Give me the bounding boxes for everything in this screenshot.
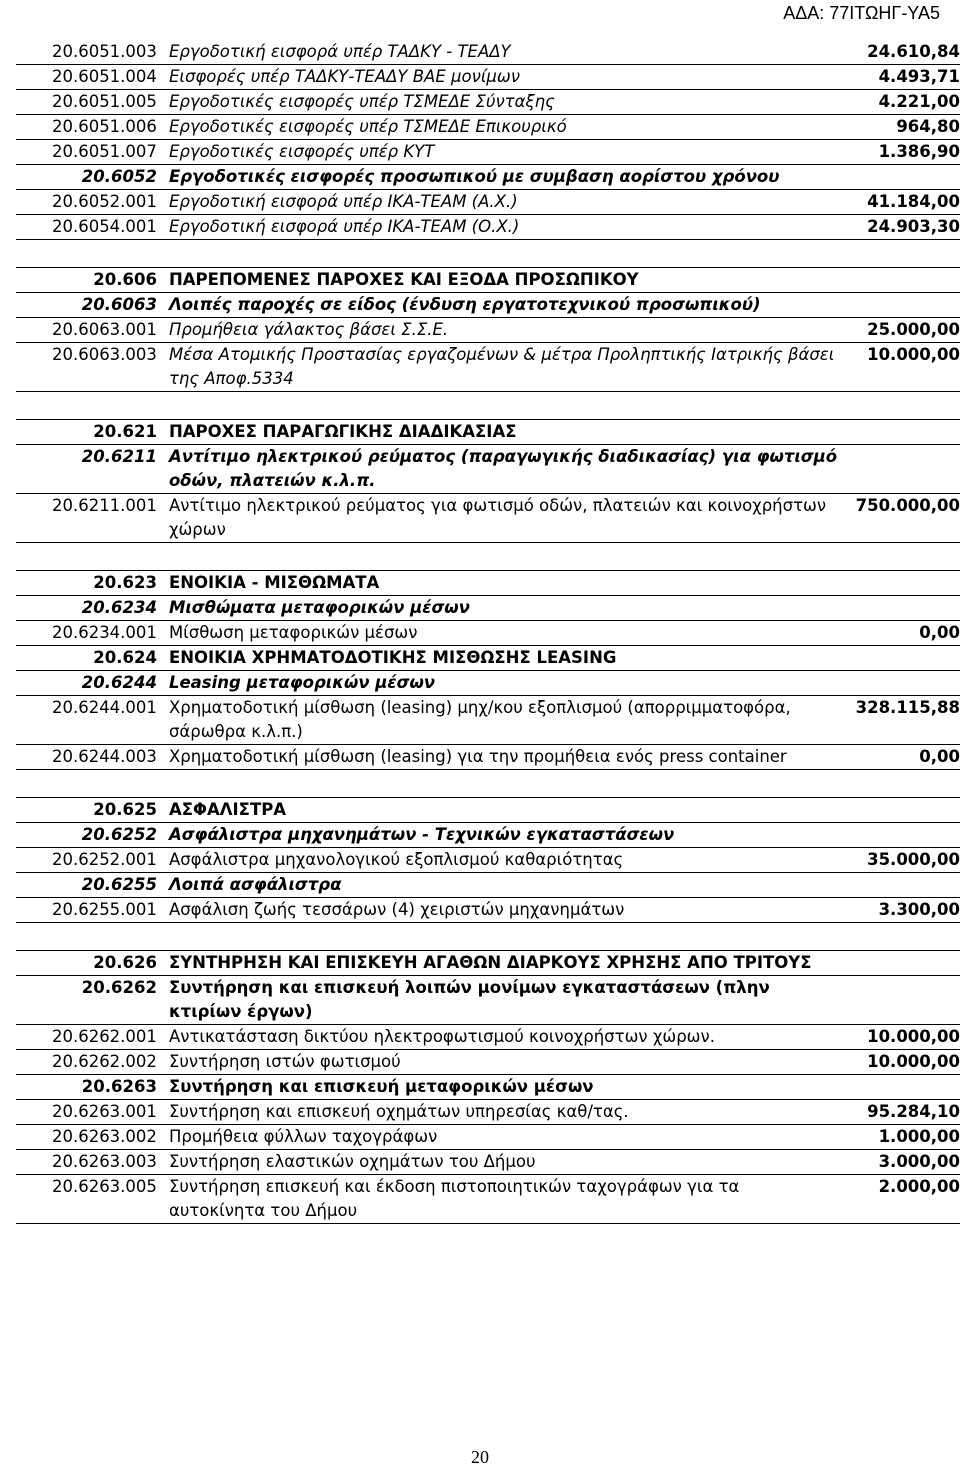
row-amount: 41.184,00: [837, 190, 960, 215]
row-code: 20.6262.002: [16, 1050, 169, 1075]
row-description: Αντικατάσταση δικτύου ηλεκτροφωτισμού κοινοχρήστων χώρων.: [169, 1025, 837, 1050]
row-amount: 10.000,00: [837, 1050, 960, 1075]
row-amount: [837, 798, 960, 823]
row-description: ΑΣΦΑΛΙΣΤΡΑ: [169, 798, 837, 823]
row-description: Λοιπά ασφάλιστρα: [169, 873, 837, 898]
budget-row: [16, 445, 960, 494]
row-description: Προμήθεια φύλλων ταχογράφων: [169, 1125, 837, 1150]
budget-row: [16, 898, 960, 923]
row-code: 20.6263.003: [16, 1150, 169, 1175]
row-amount: 0,00: [837, 745, 960, 770]
row-code: 20.6263.005: [16, 1175, 169, 1224]
budget-row: [16, 873, 960, 898]
row-amount: 10.000,00: [837, 343, 960, 392]
row-description: [169, 240, 837, 268]
row-code: 20.6255.001: [16, 898, 169, 923]
budget-row: [16, 1025, 960, 1050]
row-description: Συντήρηση και επισκευή μεταφορικών μέσων: [169, 1075, 837, 1100]
budget-row: [16, 268, 960, 293]
row-description: Προμήθεια γάλακτος βάσει Σ.Σ.Ε.: [169, 318, 837, 343]
row-description: ΠΑΡΟΧΕΣ ΠΑΡΑΓΩΓΙΚΗΣ ΔΙΑΔΙΚΑΣΙΑΣ: [169, 420, 837, 445]
budget-row: [16, 823, 960, 848]
row-amount: 0,00: [837, 621, 960, 646]
row-code: [16, 923, 169, 951]
row-description: Ασφάλιση ζωής τεσσάρων (4) χειριστών μηχανημάτων: [169, 898, 837, 923]
page-number: 20: [471, 1447, 489, 1467]
budget-row: [16, 115, 960, 140]
row-description: Αντίτιμο ηλεκτρικού ρεύματος (παραγωγικής διαδικασίας) για φωτισμό οδών, πλατειών κ.λ.π.: [169, 445, 837, 494]
budget-row: [16, 1100, 960, 1125]
row-amount: [837, 543, 960, 571]
row-description: [169, 923, 837, 951]
row-amount: [837, 240, 960, 268]
row-description: Χρηματοδοτική μίσθωση (leasing) μηχ/κου εξοπλισμού (απορριμματοφόρα, σάρωθρα κ.λ.π.): [169, 696, 837, 745]
row-description: Λοιπές παροχές σε είδος (ένδυση εργατοτεχνικού προσωπικού): [169, 293, 837, 318]
row-description: Συντήρηση και επισκευή λοιπών μονίμων εγκαταστάσεων (πλην κτιρίων έργων): [169, 976, 837, 1025]
row-description: Συντήρηση και επισκευή οχημάτων υπηρεσίας καθ/τας.: [169, 1100, 837, 1125]
row-amount: [837, 165, 960, 190]
row-code: 20.6252: [16, 823, 169, 848]
row-code: 20.6234.001: [16, 621, 169, 646]
row-description: Εργοδοτικές εισφορές προσωπικού με συμβαση αορίστου χρόνου: [169, 165, 837, 190]
budget-row: [16, 40, 960, 65]
budget-row: [16, 494, 960, 543]
row-amount: [837, 1075, 960, 1100]
row-code: 20.6255: [16, 873, 169, 898]
budget-row: [16, 140, 960, 165]
budget-row: [16, 646, 960, 671]
budget-row: [16, 165, 960, 190]
row-description: Χρηματοδοτική μίσθωση (leasing) για την προμήθεια ενός press container: [169, 745, 837, 770]
row-amount: [837, 268, 960, 293]
row-amount: 4.221,00: [837, 90, 960, 115]
row-description: ΕΝΟΙΚΙΑ ΧΡΗΜΑΤΟΔΟΤΙΚΗΣ ΜΙΣΘΩΣΗΣ LEASING: [169, 646, 837, 671]
row-description: Εργοδοτικές εισφορές υπέρ ΤΣΜΕΔΕ Επικουρικό: [169, 115, 837, 140]
row-amount: [837, 976, 960, 1025]
spacer-row: [16, 923, 960, 951]
budget-row: [16, 571, 960, 596]
row-code: 20.6262: [16, 976, 169, 1025]
row-code: 20.623: [16, 571, 169, 596]
row-description: Μέσα Ατομικής Προστασίας εργαζομένων & μέτρα Προληπτικής Ιατρικής βάσει της Αποφ.5334: [169, 343, 837, 392]
row-amount: [837, 873, 960, 898]
row-code: 20.6211.001: [16, 494, 169, 543]
budget-row: [16, 1175, 960, 1224]
row-code: 20.625: [16, 798, 169, 823]
row-description: Μίσθωση μεταφορικών μέσων: [169, 621, 837, 646]
spacer-row: [16, 543, 960, 571]
row-amount: 964,80: [837, 115, 960, 140]
budget-row: [16, 293, 960, 318]
budget-table: [16, 40, 960, 1224]
row-description: Μισθώματα μεταφορικών μέσων: [169, 596, 837, 621]
row-amount: 3.000,00: [837, 1150, 960, 1175]
row-amount: 24.610,84: [837, 40, 960, 65]
row-code: 20.6234: [16, 596, 169, 621]
budget-row: [16, 696, 960, 745]
row-amount: [837, 571, 960, 596]
row-amount: 25.000,00: [837, 318, 960, 343]
budget-row: [16, 848, 960, 873]
spacer-row: [16, 770, 960, 798]
row-amount: 35.000,00: [837, 848, 960, 873]
row-amount: [837, 823, 960, 848]
budget-row: [16, 1050, 960, 1075]
spacer-row: [16, 392, 960, 420]
budget-row: [16, 976, 960, 1025]
row-description: [169, 543, 837, 571]
row-amount: [837, 392, 960, 420]
row-amount: [837, 646, 960, 671]
row-amount: 1.000,00: [837, 1125, 960, 1150]
row-description: ΕΝΟΙΚΙΑ - ΜΙΣΘΩΜΑΤΑ: [169, 571, 837, 596]
row-description: Συντήρηση ιστών φωτισμού: [169, 1050, 837, 1075]
row-code: 20.6051.007: [16, 140, 169, 165]
row-description: [169, 770, 837, 798]
budget-row: [16, 671, 960, 696]
row-code: 20.6263: [16, 1075, 169, 1100]
budget-row: [16, 596, 960, 621]
row-description: Αντίτιμο ηλεκτρικού ρεύματος για φωτισμό οδών, πλατειών και κοινοχρήστων χώρων: [169, 494, 837, 543]
row-amount: [837, 445, 960, 494]
row-code: 20.626: [16, 951, 169, 976]
budget-row: [16, 745, 960, 770]
row-description: Συντήρηση ελαστικών οχημάτων του Δήμου: [169, 1150, 837, 1175]
row-description: Leasing μεταφορικών μέσων: [169, 671, 837, 696]
row-code: 20.6052.001: [16, 190, 169, 215]
row-description: Εργοδοτικές εισφορές υπέρ ΤΣΜΕΔΕ Σύνταξης: [169, 90, 837, 115]
row-amount: 24.903,30: [837, 215, 960, 240]
row-amount: 3.300,00: [837, 898, 960, 923]
budget-row: [16, 951, 960, 976]
row-description: Ασφάλιστρα μηχανημάτων - Τεχνικών εγκαταστάσεων: [169, 823, 837, 848]
row-amount: 328.115,88: [837, 696, 960, 745]
row-amount: 95.284,10: [837, 1100, 960, 1125]
row-code: 20.6051.004: [16, 65, 169, 90]
row-description: Εργοδοτικές εισφορές υπέρ ΚΥΤ: [169, 140, 837, 165]
row-amount: 4.493,71: [837, 65, 960, 90]
row-description: Εργοδοτική εισφορά υπέρ ΙΚΑ-ΤΕΑΜ (Α.Χ.): [169, 190, 837, 215]
row-code: 20.6252.001: [16, 848, 169, 873]
budget-row: [16, 90, 960, 115]
budget-row: [16, 1150, 960, 1175]
row-code: 20.6263.002: [16, 1125, 169, 1150]
budget-row: [16, 621, 960, 646]
row-code: 20.606: [16, 268, 169, 293]
row-amount: 2.000,00: [837, 1175, 960, 1224]
row-code: [16, 392, 169, 420]
budget-row: [16, 318, 960, 343]
budget-row: [16, 65, 960, 90]
row-amount: [837, 770, 960, 798]
row-description: Εργοδοτική εισφορά υπέρ ΙΚΑ-ΤΕΑΜ (Ο.Χ.): [169, 215, 837, 240]
row-code: 20.6063: [16, 293, 169, 318]
row-code: 20.6063.001: [16, 318, 169, 343]
row-code: 20.6051.005: [16, 90, 169, 115]
row-amount: [837, 596, 960, 621]
row-code: 20.6244: [16, 671, 169, 696]
row-amount: [837, 671, 960, 696]
row-description: Ασφάλιστρα μηχανολογικού εξοπλισμού καθαριότητας: [169, 848, 837, 873]
row-code: 20.6054.001: [16, 215, 169, 240]
row-amount: [837, 923, 960, 951]
row-code: [16, 240, 169, 268]
budget-row: [16, 798, 960, 823]
row-amount: [837, 420, 960, 445]
row-code: 20.6051.006: [16, 115, 169, 140]
budget-row: [16, 190, 960, 215]
budget-row: [16, 343, 960, 392]
row-code: 20.6244.001: [16, 696, 169, 745]
row-amount: 1.386,90: [837, 140, 960, 165]
row-code: 20.6051.003: [16, 40, 169, 65]
budget-row: [16, 420, 960, 445]
row-code: 20.6244.003: [16, 745, 169, 770]
row-amount: [837, 951, 960, 976]
budget-row: [16, 215, 960, 240]
row-code: 20.6063.003: [16, 343, 169, 392]
row-code: 20.6262.001: [16, 1025, 169, 1050]
row-description: Συντήρηση επισκευή και έκδοση πιστοποιητικών ταχογράφων για τα αυτοκίνητα του Δήμου: [169, 1175, 837, 1224]
row-code: 20.621: [16, 420, 169, 445]
row-code: 20.6052: [16, 165, 169, 190]
row-code: 20.624: [16, 646, 169, 671]
ada-header: ΑΔΑ: 77ΙΤΩΗΓ-ΥΑ5: [783, 3, 940, 23]
row-description: ΠΑΡΕΠΟΜΕΝΕΣ ΠΑΡΟΧΕΣ ΚΑΙ ΕΞΟΔΑ ΠΡΟΣΩΠΙΚΟΥ: [169, 268, 837, 293]
row-amount: 750.000,00: [837, 494, 960, 543]
row-code: [16, 543, 169, 571]
row-amount: 10.000,00: [837, 1025, 960, 1050]
row-code: [16, 770, 169, 798]
budget-row: [16, 1075, 960, 1100]
row-description: [169, 392, 837, 420]
row-description: Εργοδοτική εισφορά υπέρ ΤΑΔΚΥ - ΤΕΑΔΥ: [169, 40, 837, 65]
row-amount: [837, 293, 960, 318]
budget-row: [16, 1125, 960, 1150]
spacer-row: [16, 240, 960, 268]
row-code: 20.6263.001: [16, 1100, 169, 1125]
row-code: 20.6211: [16, 445, 169, 494]
row-description: Εισφορές υπέρ ΤΑΔΚΥ-ΤΕΑΔΥ ΒΑΕ μονίμων: [169, 65, 837, 90]
row-description: ΣΥΝΤΗΡΗΣΗ ΚΑΙ ΕΠΙΣΚΕΥΗ ΑΓΑΘΩΝ ΔΙΑΡΚΟΥΣ ΧΡΗΣΗΣ ΑΠΟ ΤΡΙΤΟΥΣ: [169, 951, 837, 976]
